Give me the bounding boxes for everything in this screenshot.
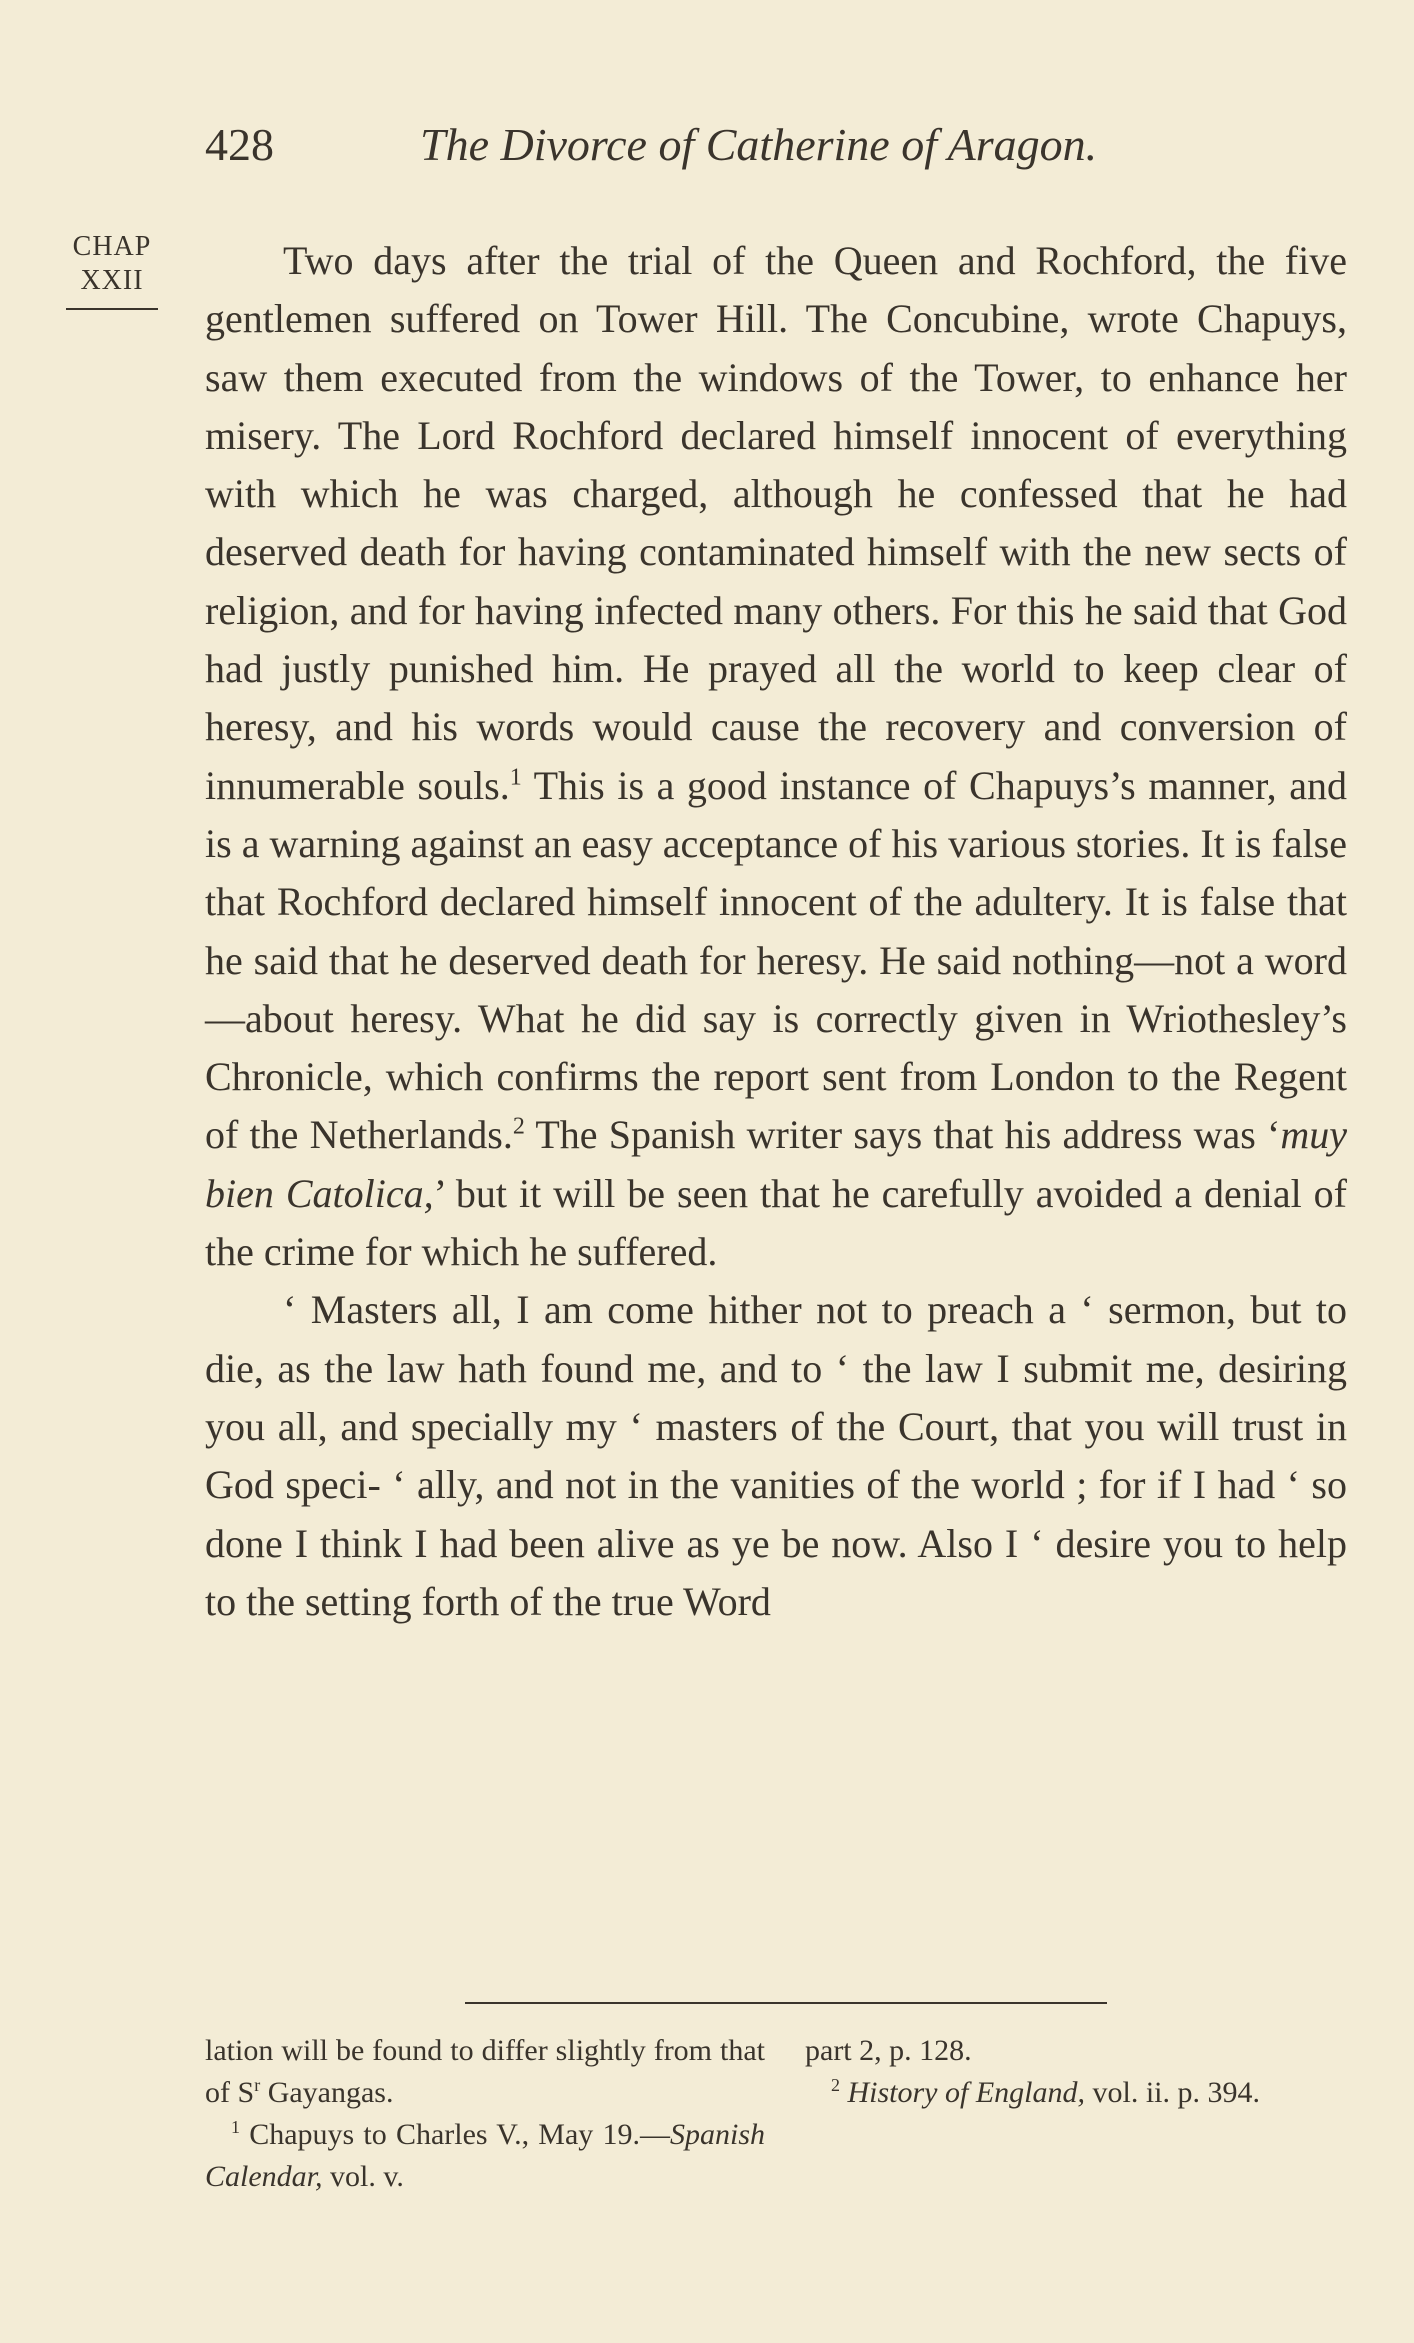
running-title: The Divorce of Catherine of Aragon.: [420, 119, 1098, 170]
footnote-sup-r: r: [254, 2075, 261, 2095]
footnote-ref-2: 2: [512, 1114, 525, 1141]
chapter-margin-note: [62, 230, 162, 310]
paragraph-1-part-a: Two days after the trial of the Queen and Rochford, the five gentlemen suffered on Tower Hill. The Concubine, wrote Chapuys, saw them executed from the windows of the Tower, to enhance her misery. The Lord Rochford declared himself innocent of everything with which he was charged, although he confessed that he had deserved death for having contaminated himself with the new sects of religion, and for having infected many others. For this he said that God had justly punished him. He prayed all the world to keep clear of heresy, and his words would cause the recovery and conversion of innumerable souls.: [205, 238, 1347, 808]
paragraph-1-part-d: ’ but it will be seen that he carefully avoided a denial of the crime for which he suffered.: [205, 1170, 1347, 1275]
footnote-rule: [465, 2002, 1107, 2004]
margin-rule: [66, 308, 158, 310]
footnote-1-end: vol. v.: [322, 2160, 404, 2193]
body-text: [205, 232, 1347, 1631]
footnote-2: [805, 2072, 1355, 2114]
italic-phrase: muy bien Catolica,: [205, 1112, 1348, 1216]
footnote-2-italic: History of England,: [847, 2076, 1085, 2109]
page-number: 428: [205, 119, 274, 170]
footnote-1: [205, 2114, 765, 2198]
footnote-1-number: 1: [231, 2117, 240, 2137]
footnotes-left-column: [205, 2030, 765, 2198]
footnote-2-end: vol. ii. p. 394.: [1085, 2076, 1261, 2109]
footnote-continuation: [205, 2030, 765, 2114]
footnote-1-italic: Spanish Calendar,: [205, 2118, 765, 2193]
chapter-label: CHAP: [72, 231, 152, 262]
footnote-continuation-text: lation will be found to differ slightly from that of S: [205, 2034, 765, 2109]
footnote-continuation-end: Gayangas.: [260, 2076, 394, 2109]
footnote-ref-1: 1: [509, 764, 522, 791]
paragraph-1-part-b: This is a good instance of Chapuys’s manner, and is a warning against an easy acceptance of his various stories. It is false that Rochford declared himself innocent of the adultery. It is false that he said that he deserved death for heresy. He said nothing—not a word—about heresy. What he did say is correctly given in Wriothesley’s Chronicle, which confirms the report sent from London to the Regent of the Netherlands.: [205, 762, 1347, 1158]
footnote-1-continuation: part 2, p. 128.: [805, 2034, 972, 2067]
quoted-speech: ‘ Masters all, I am come hither not to preach a ‘ sermon, but to die, as the law hath found me, and to ‘ the law I submit me, desiring you all, and specially my ‘ masters of the Court, that you will trust in God speci- ‘ ally, and not in the vanities of the world ; for if I had ‘ so done I think I had been alive as ye be now. Also I ‘ desire you to help to the setting forth of the true Word: [205, 1287, 1347, 1624]
paragraph-1-part-c: The Spanish writer says that his address was ‘: [524, 1112, 1281, 1158]
footnotes-right-column: [805, 2030, 1355, 2114]
footnote-1-text: Chapuys to Charles V., May 19.—: [240, 2118, 670, 2151]
chapter-number: XXII: [80, 265, 144, 296]
footnote-2-number: 2: [831, 2075, 840, 2095]
page-header: [205, 118, 1355, 188]
paragraph-1: [205, 232, 1347, 1281]
